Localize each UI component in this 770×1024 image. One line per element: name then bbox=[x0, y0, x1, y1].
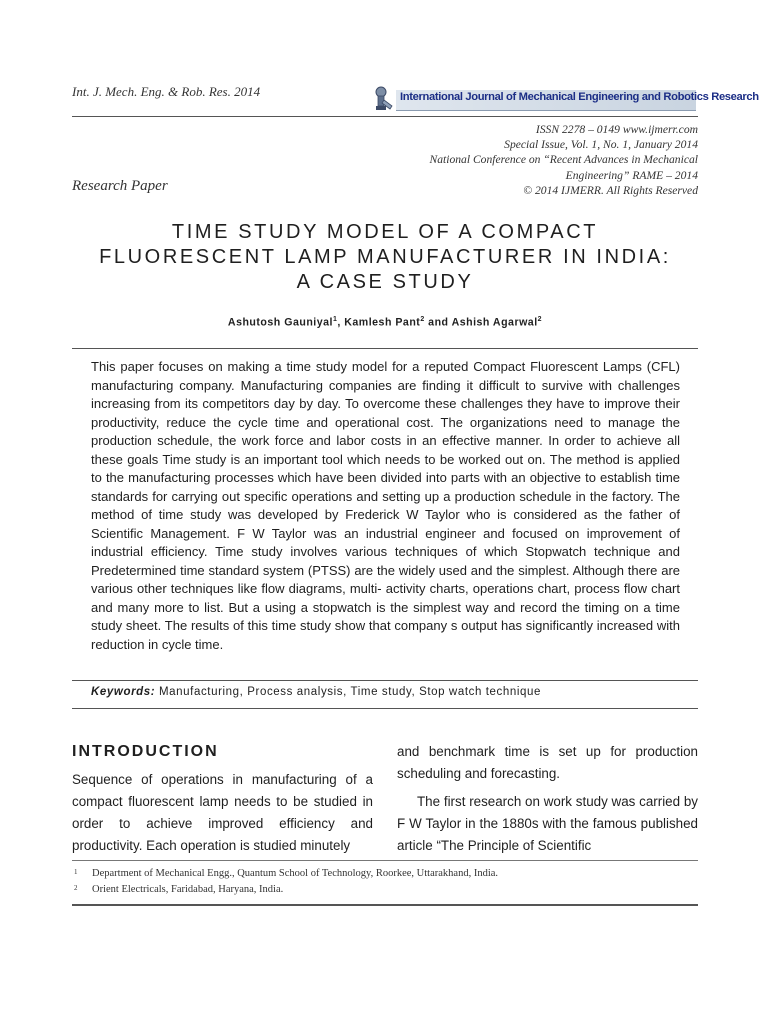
introduction-right-column bbox=[397, 741, 698, 857]
title-line-2: FLUORESCENT LAMP MANUFACTURER IN INDIA: bbox=[99, 246, 671, 268]
author-list bbox=[60, 316, 710, 329]
journal-logo bbox=[372, 84, 759, 114]
header-rule bbox=[72, 116, 698, 117]
footnote bbox=[72, 882, 698, 898]
introduction-paragraph: and benchmark time is set up for production scheduling and forecasting. bbox=[397, 744, 698, 781]
footnote-text: Department of Mechanical Engg., Quantum School of Technology, Roorkee, Uttarakhand, India. bbox=[92, 868, 499, 879]
bottom-rule bbox=[72, 904, 698, 906]
issue-line: Special Issue, Vol. 1, No. 1, January 2014 bbox=[504, 138, 698, 152]
footnote-rule bbox=[72, 860, 698, 861]
keywords-text: Manufacturing, Process analysis, Time study, Stop watch technique bbox=[159, 686, 542, 698]
keywords-line bbox=[91, 686, 541, 698]
title-line-3: A CASE STUDY bbox=[296, 271, 474, 293]
introduction-heading: INTRODUCTION bbox=[72, 743, 219, 760]
author-1-affiliation: 1 bbox=[332, 316, 338, 323]
title-line-1: TIME STUDY MODEL OF A COMPACT bbox=[171, 221, 599, 243]
footnote-number: 2 bbox=[74, 884, 78, 892]
abstract-top-rule bbox=[72, 348, 698, 349]
author-3-affiliation: 2 bbox=[537, 316, 543, 323]
keywords-label: Keywords: bbox=[91, 686, 156, 698]
introduction-left-column bbox=[72, 769, 373, 857]
journal-logo-text: International Journal of Mechanical Engineering and Robotics Research bbox=[400, 91, 759, 103]
issn-line: ISSN 2278 – 0149 www.ijmerr.com bbox=[535, 123, 698, 136]
journal-short-citation: Int. J. Mech. Eng. & Rob. Res. 2014 bbox=[72, 84, 261, 99]
author-1: Ashutosh Gauniyal bbox=[227, 316, 333, 329]
conference-line-1: National Conference on “Recent Advances in Mechanical bbox=[429, 153, 698, 167]
introduction-paragraph: Sequence of operations in manufacturing of a compact fluorescent lamp needs to be studied in order to achieve improved efficiency and productivity. Each operation is studied minutely bbox=[72, 772, 373, 853]
author-separator: , bbox=[337, 316, 345, 329]
author-2: Kamlesh Pant bbox=[344, 316, 421, 329]
introduction-paragraph: The first research on work study was carried by F W Taylor in the 1880s with the famous published article “The Principle of Scientific bbox=[397, 794, 698, 853]
publication-info bbox=[338, 122, 698, 198]
keywords-bottom-rule bbox=[72, 708, 698, 709]
paper-title bbox=[60, 220, 710, 295]
copyright-line: © 2014 IJMERR. All Rights Reserved bbox=[523, 183, 698, 197]
author-separator: and bbox=[424, 316, 452, 329]
footnote-number: 1 bbox=[74, 868, 78, 876]
footnote bbox=[72, 866, 698, 882]
footnote-text: Orient Electricals, Faridabad, Haryana, India. bbox=[92, 884, 284, 895]
conference-line-2: Engineering” RAME – 2014 bbox=[565, 168, 698, 182]
footnotes bbox=[72, 866, 698, 898]
abstract-text: This paper focuses on making a time study model for a reputed Compact Fluorescent Lamps (CFL) manufacturing company. Manufacturing companies are finding it difficult to survive with challenges increasing from its competitors day by day. To overcome these challenges they have to improve their productivity, reduce the cycle time and operational cost. The organizations need to manage the production schedule, the work force and labor costs in an effective manner. In order to achieve all these goals Time study is an important tool which needs to be worked out on. The method is applied to the manufacturing processes which have been divided into parts with an objective to establish time standards for carrying out specific operations and setting up a production schedule in the factory. The method of time study was developed by Frederick W Taylor who is considered as the father of Scientific Management. F W Taylor was an industrial engineer and focused on improvement of industrial efficiency. Time study involves various techniques of which Stopwatch technique and Predetermined time standard system (PTSS) are the widely used and the simplest. Although there are various other techniques like flow diagrams, multi- activity charts, operations chart, process flow chart and many more to list. But a using a stopwatch is the simplest way and record the timing on a time study sheet. The results of this time study show that company s output has significantly increased with reduction in cycle time. bbox=[91, 359, 680, 652]
robot-arm-icon bbox=[372, 84, 398, 114]
abstract-bottom-rule bbox=[72, 680, 698, 681]
paper-type-label: Research Paper bbox=[72, 178, 168, 194]
author-2-affiliation: 2 bbox=[420, 316, 425, 323]
author-3: Ashish Agarwal bbox=[451, 316, 538, 329]
